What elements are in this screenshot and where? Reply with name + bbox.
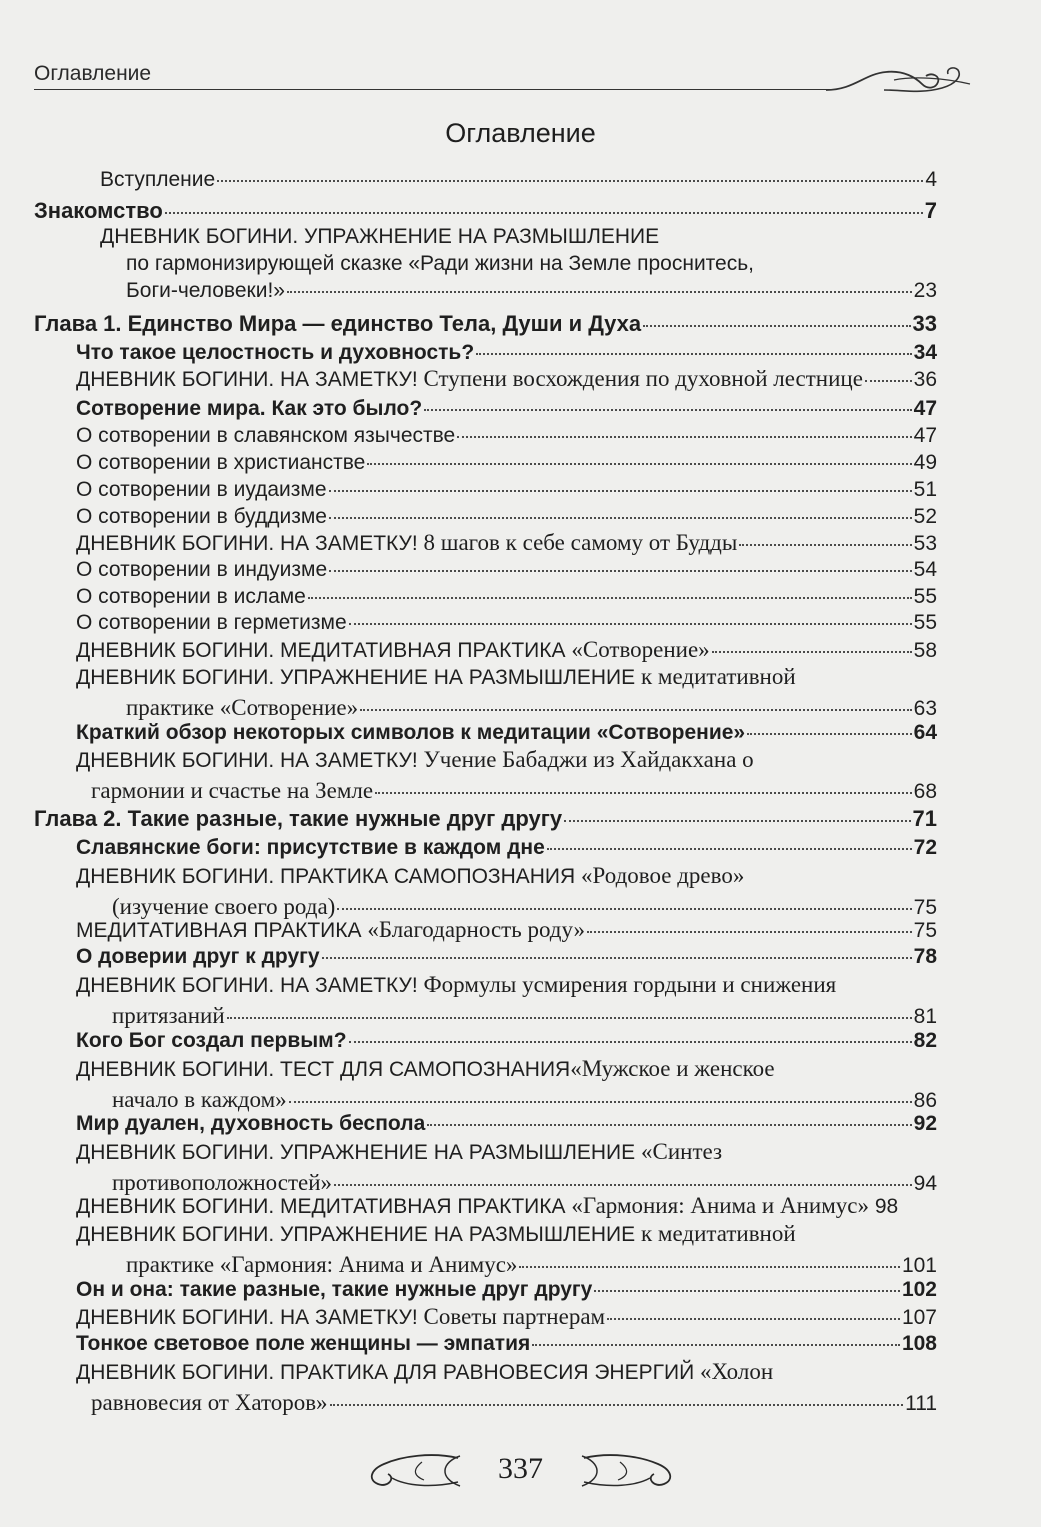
page-ref: 64 (913, 721, 937, 744)
entry-title-continued: практике «Сотворение» (126, 695, 359, 720)
page-ref: 63 (913, 697, 937, 720)
toc-part-heading (34, 197, 937, 224)
entry-title: «Сотворение» (571, 637, 710, 662)
entry-title: Сотворение мира. Как это было? (76, 397, 423, 420)
page-ref: 36 (913, 368, 937, 391)
entry-title: О сотворении в славянском язычестве (76, 424, 456, 447)
page-ref: 55 (913, 611, 937, 634)
entry-title: О сотворении в иудаизме (76, 478, 327, 501)
toc-entry (76, 663, 937, 722)
entry-title: Ступени восхождения по духовной лестнице (423, 366, 863, 391)
entry-title: Тонкое световое поле женщины — эмпатия (76, 1332, 531, 1355)
entry-prefix: ДНЕВНИК БОГИНИ. НА ЗАМЕТКУ! (76, 368, 418, 391)
entry-title: «Холон (700, 1359, 774, 1384)
entry-prefix: ДНЕВНИК БОГИНИ. МЕДИТАТИВНАЯ ПРАКТИКА (76, 639, 566, 662)
toc-entry (76, 583, 937, 610)
dot-leader (322, 957, 912, 959)
toc-chapter-heading (34, 805, 937, 832)
dot-leader (349, 1041, 912, 1043)
page-ref: 75 (913, 919, 937, 942)
toc-entry (76, 862, 937, 921)
entry-title: к медитативной (641, 664, 796, 689)
page-ref: 47 (913, 424, 937, 447)
page-ref: 47 (913, 397, 937, 420)
page-ref: 68 (913, 780, 937, 803)
dot-leader (337, 908, 911, 910)
dot-leader (747, 733, 912, 735)
dot-leader (349, 623, 912, 625)
page-ref: 102 (901, 1278, 937, 1301)
entry-title: Формулы усмирения гордыни и снижения (423, 972, 837, 997)
page-ref: 53 (913, 532, 937, 555)
page-ref: 108 (901, 1332, 937, 1355)
toc-section (76, 395, 937, 422)
page-number: 337 (498, 1452, 543, 1485)
entry-title: 8 шагов к себе самому от Будды (423, 530, 738, 555)
entry-prefix: ДНЕВНИК БОГИНИ. ТЕСТ ДЛЯ САМОПОЗНАНИЯ (76, 1058, 571, 1081)
toc-entry (76, 916, 937, 944)
entry-title: О доверии друг к другу (76, 945, 320, 968)
toc-entry (76, 529, 937, 557)
entry-title-continued: Боги-человеки!» (126, 279, 285, 302)
toc-section (76, 943, 937, 970)
entry-title: «Гармония: Анима и Анимус» (571, 1193, 869, 1218)
page-ref: 51 (913, 478, 937, 501)
dot-leader (607, 1318, 900, 1320)
toc-entry (76, 556, 937, 583)
page-ref: 7 (924, 198, 937, 223)
entry-title: Учение Бабаджи из Хайдакхана о (423, 747, 754, 772)
page-ref: 81 (913, 1005, 937, 1028)
entry-prefix: ДНЕВНИК БОГИНИ. НА ЗАМЕТКУ! (76, 532, 418, 555)
toc-title: Оглавление (445, 118, 596, 148)
page-ref: 111 (905, 1392, 937, 1415)
entry-title: Он и она: такие разные, такие нужные друг другу (76, 1278, 593, 1301)
toc-entry (76, 1192, 937, 1220)
toc-entry (76, 1138, 937, 1197)
entry-title: О сотворении в исламе (76, 585, 306, 608)
entry-title: Кого Бог создал первым? (76, 1029, 347, 1052)
page-ref: 101 (901, 1254, 937, 1277)
page-ref: 49 (913, 451, 937, 474)
flourish-ornament-icon (824, 64, 974, 98)
dot-leader (217, 180, 923, 182)
toc-section (76, 339, 937, 366)
page-ref: 33 (912, 311, 937, 336)
entry-title: Славянские боги: присутствие в каждом дне (76, 836, 545, 859)
running-title: Оглавление (34, 62, 152, 85)
dot-leader (329, 570, 912, 572)
toc-chapter-heading (34, 310, 937, 337)
entry-prefix: ДНЕВНИК БОГИНИ. ПРАКТИКА САМОПОЗНАНИЯ (76, 865, 576, 888)
entry-title: «Мужское и женское (570, 1056, 775, 1081)
dot-leader (865, 380, 912, 382)
dot-leader (587, 931, 912, 933)
toc-section (76, 834, 937, 861)
page-ref: 78 (913, 945, 937, 968)
page-ref: 71 (912, 806, 937, 831)
page-ref: 107 (901, 1306, 937, 1329)
dot-leader (289, 1101, 912, 1103)
page-ref: 86 (913, 1089, 937, 1112)
toc-entry (76, 636, 937, 664)
page-ref: 58 (913, 639, 937, 662)
dot-leader (375, 792, 912, 794)
page-ref: 75 (913, 896, 937, 919)
dot-leader (329, 517, 912, 519)
dot-leader (476, 353, 911, 355)
entry-prefix: МЕДИТАТИВНАЯ ПРАКТИКА (76, 919, 362, 942)
page-ref: 55 (913, 585, 937, 608)
toc-entry (100, 166, 937, 193)
toc-section (76, 1330, 937, 1357)
dot-leader (287, 291, 912, 293)
toc-entry (76, 422, 937, 449)
dot-leader (547, 848, 912, 850)
entry-title: Вступление (100, 168, 216, 191)
entry-title-continued: равновесия от Хаторов» (91, 1390, 328, 1415)
entry-prefix: ДНЕВНИК БОГИНИ. НА ЗАМЕТКУ! (76, 749, 418, 772)
entry-title: Глава 2. Такие разные, такие нужные друг другу (34, 806, 563, 831)
dot-leader (308, 597, 912, 599)
entry-title: Знакомство (34, 198, 163, 223)
toc-entry (76, 1358, 937, 1417)
dot-leader (165, 212, 923, 214)
page-ref: 92 (913, 1112, 937, 1135)
page-ref: 52 (913, 505, 937, 528)
page-ref: 34 (913, 341, 937, 364)
page-ref: 72 (913, 836, 937, 859)
dot-leader (360, 709, 912, 711)
page-ref: 54 (913, 558, 937, 581)
dot-leader (329, 490, 912, 492)
dot-leader (739, 544, 911, 546)
header-rule (34, 89, 834, 90)
dot-leader (427, 1124, 911, 1126)
dot-leader (334, 1184, 912, 1186)
entry-prefix: ДНЕВНИК БОГИНИ. УПРАЖНЕНИЕ НА РАЗМЫШЛЕНИЕ (76, 666, 636, 689)
entry-title: «Синтез (641, 1139, 723, 1164)
toc-entry (76, 609, 937, 636)
entry-title: О сотворении в индуизме (76, 558, 328, 581)
dot-leader (330, 1404, 904, 1406)
dot-leader (532, 1344, 900, 1346)
toc-entry (76, 1220, 937, 1279)
page-ref: 82 (913, 1029, 937, 1052)
dot-leader (594, 1290, 900, 1292)
entry-title: к медитативной (641, 1221, 796, 1246)
dot-leader (424, 409, 911, 411)
entry-title: «Родовое древо» (581, 863, 745, 888)
toc-entry (76, 503, 937, 530)
toc-entry (76, 1303, 937, 1331)
toc-section (76, 1110, 937, 1137)
dot-leader (564, 820, 910, 822)
page-ref: 4 (925, 168, 937, 191)
entry-title: О сотворении в буддизме (76, 505, 327, 528)
entry-prefix: ДНЕВНИК БОГИНИ. ПРАКТИКА ДЛЯ РАВНОВЕСИЯ ЭНЕРГИЙ (76, 1361, 695, 1384)
entry-title-continued: практике «Гармония: Анима и Анимус» (126, 1252, 518, 1277)
toc-entry (76, 365, 937, 393)
dot-leader (643, 325, 910, 327)
page-ref: 98 (874, 1195, 899, 1218)
entry-prefix: ДНЕВНИК БОГИНИ. МЕДИТАТИВНАЯ ПРАКТИКА (76, 1195, 566, 1218)
entry-title-continued: притязаний (112, 1003, 225, 1028)
entry-prefix: ДНЕВНИК БОГИНИ. УПРАЖНЕНИЕ НА РАЗМЫШЛЕНИЕ (76, 1223, 636, 1246)
toc-entry (100, 223, 937, 304)
entry-title: Советы партнерам (423, 1304, 606, 1329)
entry-title-continued: (изучение своего рода) (112, 894, 336, 919)
entry-prefix: ДНЕВНИК БОГИНИ. НА ЗАМЕТКУ! (76, 1306, 418, 1329)
toc-section (76, 1276, 937, 1303)
entry-title: ДНЕВНИК БОГИНИ. УПРАЖНЕНИЕ НА РАЗМЫШЛЕНИЕ (100, 225, 660, 248)
dot-leader (712, 651, 912, 653)
entry-title-continued: гармонии и счастье на Земле (91, 778, 374, 803)
toc-section (76, 719, 937, 746)
entry-title: «Благодарность роду» (367, 917, 586, 942)
entry-title-continued: по гармонизирующей сказке «Ради жизни на Земле проснитесь, (126, 252, 755, 275)
entry-title-continued: начало в каждом» (112, 1087, 287, 1112)
entry-title: О сотворении в христианстве (76, 451, 366, 474)
page-footer (0, 1448, 1041, 1498)
entry-title: Глава 1. Единство Мира — единство Тела, Души и Духа (34, 311, 642, 336)
toc-entry (76, 971, 937, 1030)
toc-entry (76, 746, 937, 805)
dot-leader (227, 1017, 912, 1019)
entry-title: Краткий обзор некоторых символов к медитации «Сотворение» (76, 721, 746, 744)
dot-leader (367, 463, 911, 465)
entry-title: О сотворении в герметизме (76, 611, 347, 634)
toc-entry (76, 1055, 937, 1114)
entry-title-continued: противоположностей» (112, 1170, 333, 1195)
entry-title: Что такое целостность и духовность? (76, 341, 475, 364)
page-ref: 23 (913, 279, 937, 302)
toc-entry (76, 449, 937, 476)
entry-title: Мир дуален, духовность беспола (76, 1112, 426, 1135)
page-ref: 94 (913, 1172, 937, 1195)
entry-prefix: ДНЕВНИК БОГИНИ. НА ЗАМЕТКУ! (76, 974, 418, 997)
running-header (34, 58, 934, 92)
dot-leader (519, 1266, 900, 1268)
entry-prefix: ДНЕВНИК БОГИНИ. УПРАЖНЕНИЕ НА РАЗМЫШЛЕНИЕ (76, 1141, 636, 1164)
toc-section (76, 1027, 937, 1054)
toc-entry (76, 476, 937, 503)
dot-leader (457, 436, 911, 438)
